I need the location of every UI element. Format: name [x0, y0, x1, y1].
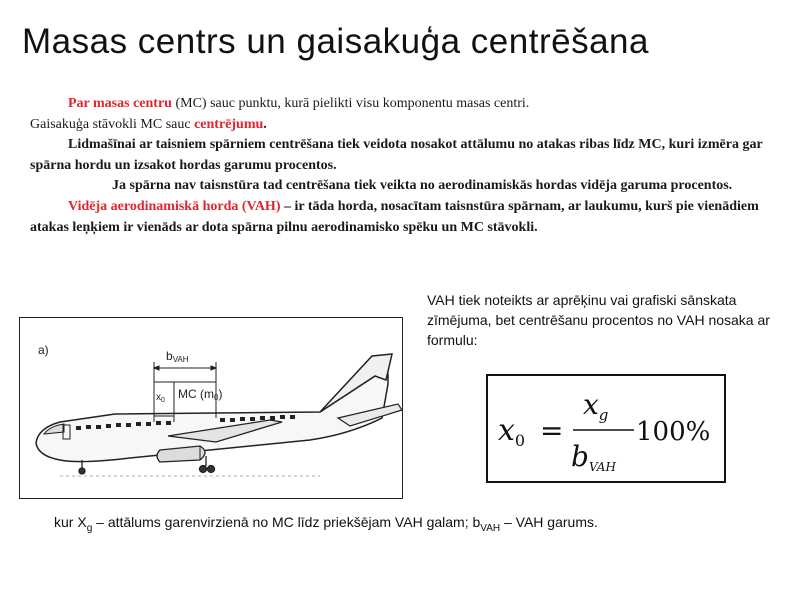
paragraph-centering: [30, 115, 770, 136]
abbr-mc: (MC): [175, 96, 207, 111]
b-vah-label: bVAH: [166, 349, 189, 364]
term-vah: Vidēja aerodinamiskā horda (VAH): [68, 198, 281, 214]
main-text: [30, 94, 770, 238]
footnote-sub-vah: VAH: [480, 522, 501, 534]
formula-lhs: $x_0$: [498, 413, 526, 450]
mc-label: MC (m0): [178, 387, 223, 402]
formula-denominator: bVAH: [571, 440, 616, 474]
paragraph-straight-wings: Lidmašīnai ar taisniem spārniem centrēšana tiek veidota nosakot attālumu no atakas ribas līdz MC, kuri izmēra gar spārna hordu un izsakot hordas garumu procentos.: [30, 137, 763, 173]
paragraph-mass-center: [30, 94, 770, 115]
paragraph-vah-rest: – ir tāda horda, nosacītam taisnstūra spārnam, ar laukumu, kurš pie vienādiem atakas leņķiem ir vienāds ar dota spārna pilnu aerodinamisko spēku un MC stāvokli.: [30, 198, 759, 235]
x0-label: $x_0$: [156, 392, 165, 404]
paragraph-mass-center-rest: sauc punktu, kurā pielikti visu komponentu masas centri.: [206, 96, 530, 111]
aircraft-figure: [19, 317, 403, 499]
paragraph-nonrect-wing: Ja spārna nav taisnstūra tad centrēšana tiek veikta no aerodinamiskās hordas vidēja garuma procentos.: [112, 178, 733, 194]
aircraft-diagram: [20, 318, 404, 500]
vah-note: VAH tiek noteikts ar aprēķinu vai grafiski sānskata zīmējuma, bet centrēšanu procentos no VAH nosaka ar formulu:: [427, 292, 770, 348]
page-title: Masas centrs un gaisakuģa centrēšana: [22, 22, 649, 61]
formula-numerator: $x_g$: [583, 388, 609, 424]
formula-percent: 100%: [636, 417, 711, 447]
footnote-part1: kur X: [54, 514, 87, 530]
paragraph-centering-end: .: [263, 116, 267, 132]
footnote-part2: – attālums garenvirzienā no MC līdz priekšējam VAH galam; b: [92, 514, 481, 530]
formula: [488, 376, 728, 485]
formula-equals: =: [540, 414, 564, 447]
panel-label: a): [38, 343, 49, 357]
term-centering: centrējumu: [194, 116, 264, 132]
formula-box: [486, 374, 726, 483]
paragraph-centering-text: Gaisakuģa stāvokli MC sauc: [30, 116, 195, 132]
footnote-part3: – VAH garums.: [500, 514, 598, 530]
term-mass-center: Par masas centru: [68, 96, 172, 111]
footnote-sub-g: g: [86, 522, 93, 534]
paragraph-vah-definition: [30, 197, 770, 238]
footnote: [54, 514, 774, 534]
